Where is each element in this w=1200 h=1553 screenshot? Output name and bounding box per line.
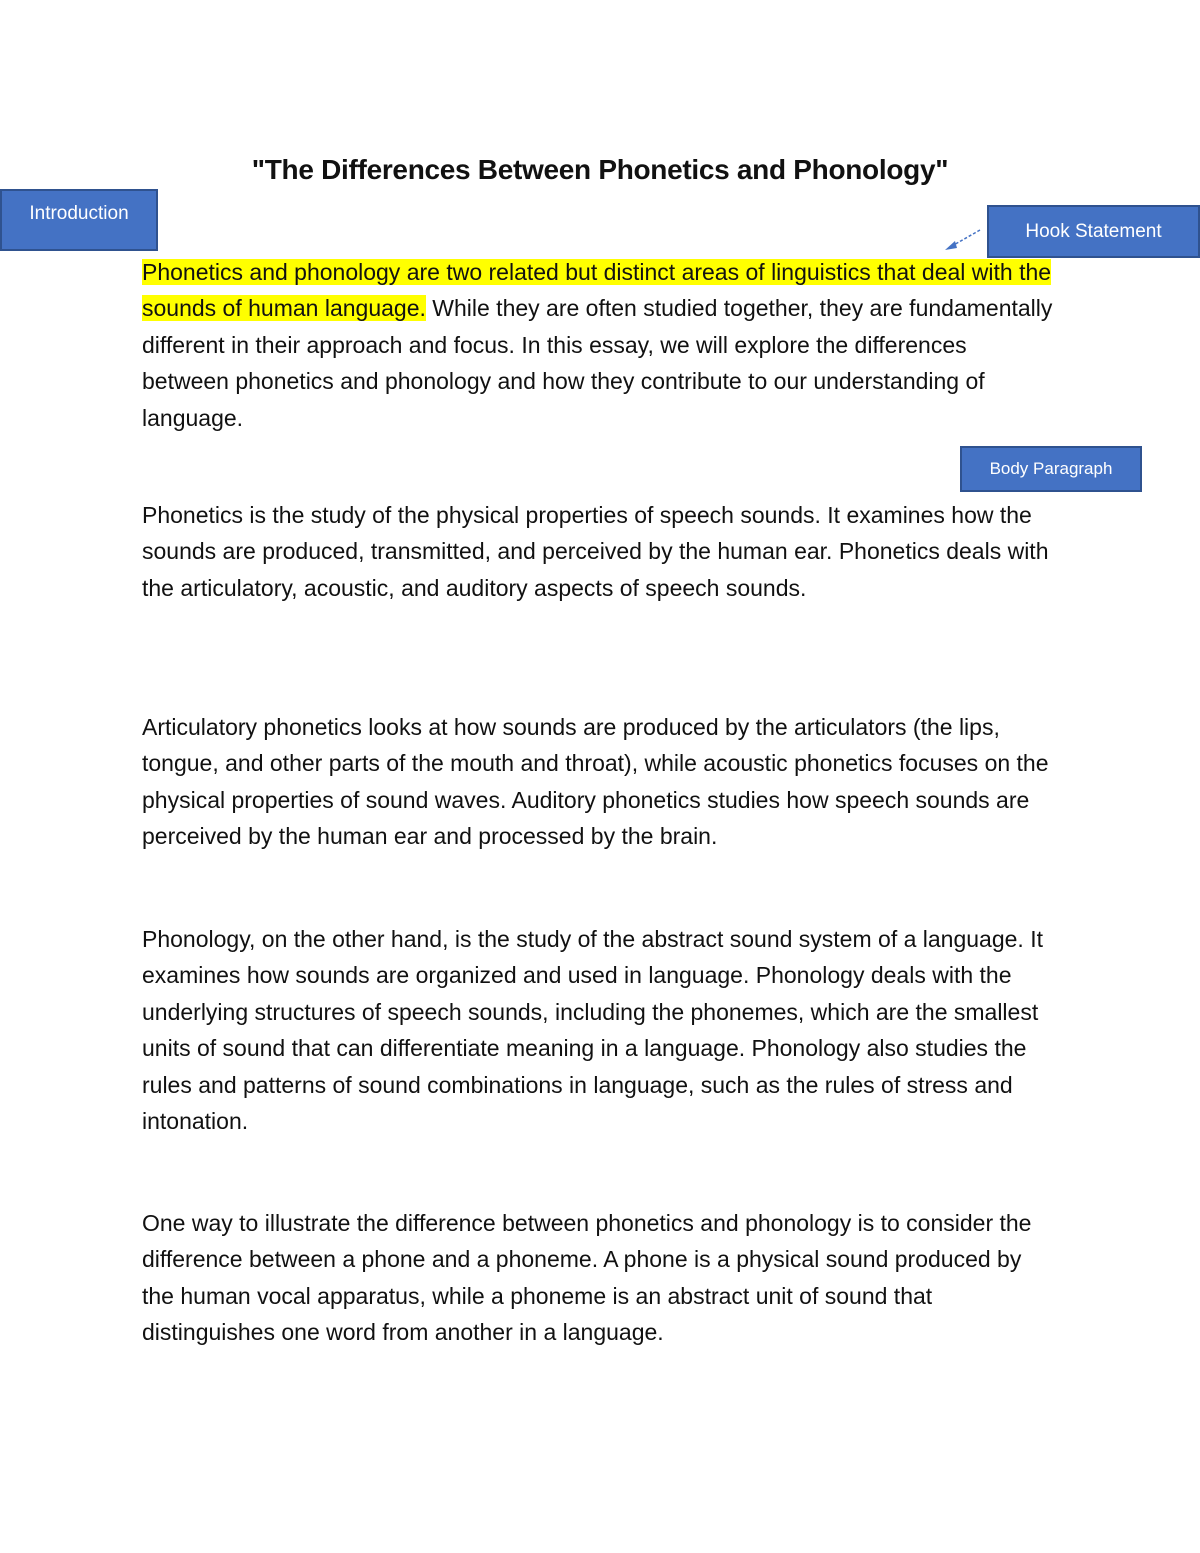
body-paragraph-1: Phonetics is the study of the physical properties of speech sounds. It examines how the sounds are produced, transmitted, and perceived by the human ear. Phonetics deals with the articulatory, acoustic, and auditory aspects of speech sounds. — [142, 502, 1049, 601]
essay-title: "The Differences Between Phonetics and Phonology" — [251, 154, 949, 185]
intro-paragraph-rest: While they are often studied together, they are fundamentally different in their approach and focus. In this essay, we will explore the differences between phonetics and phonology and how they contribute to our understanding of language. — [142, 295, 1053, 431]
body-paragraph-4: One way to illustrate the difference between phonetics and phonology is to consider the difference between a phone and a phoneme. A phone is a physical sound produced by the human vocal apparatus, while a phoneme is an abstract unit of sound that distinguishes one word from another in a language. — [142, 1210, 1032, 1346]
hook-arrow-icon — [940, 225, 985, 255]
body-paragraph-2: Articulatory phonetics looks at how sounds are produced by the articulators (the lips, tongue, and other parts of the mouth and throat), while acoustic phonetics focuses on the physical properties of sound waves. Auditory phonetics studies how speech sounds are perceived by the human ear and processed by the brain. — [142, 714, 1049, 850]
hook-statement-highlight: Phonetics and phonology are two related but distinct areas of linguistics that deal with the sounds of human language. — [142, 259, 1052, 322]
intro-paragraph — [142, 254, 1057, 436]
body-paragraph-callout: Body Paragraph — [960, 446, 1142, 492]
introduction-callout: Introduction — [0, 189, 158, 251]
hook-statement-callout: Hook Statement — [987, 205, 1200, 258]
body-paragraph-3: Phonology, on the other hand, is the study of the abstract sound system of a language. It examines how sounds are organized and used in language. Phonology deals with the underlying structures of speech sounds, including the phonemes, which are the smallest units of sound that can differentiate meaning in a language. Phonology also studies the rules and patterns of sound combinations in language, such as the rules of stress and intonation. — [142, 926, 1043, 1135]
